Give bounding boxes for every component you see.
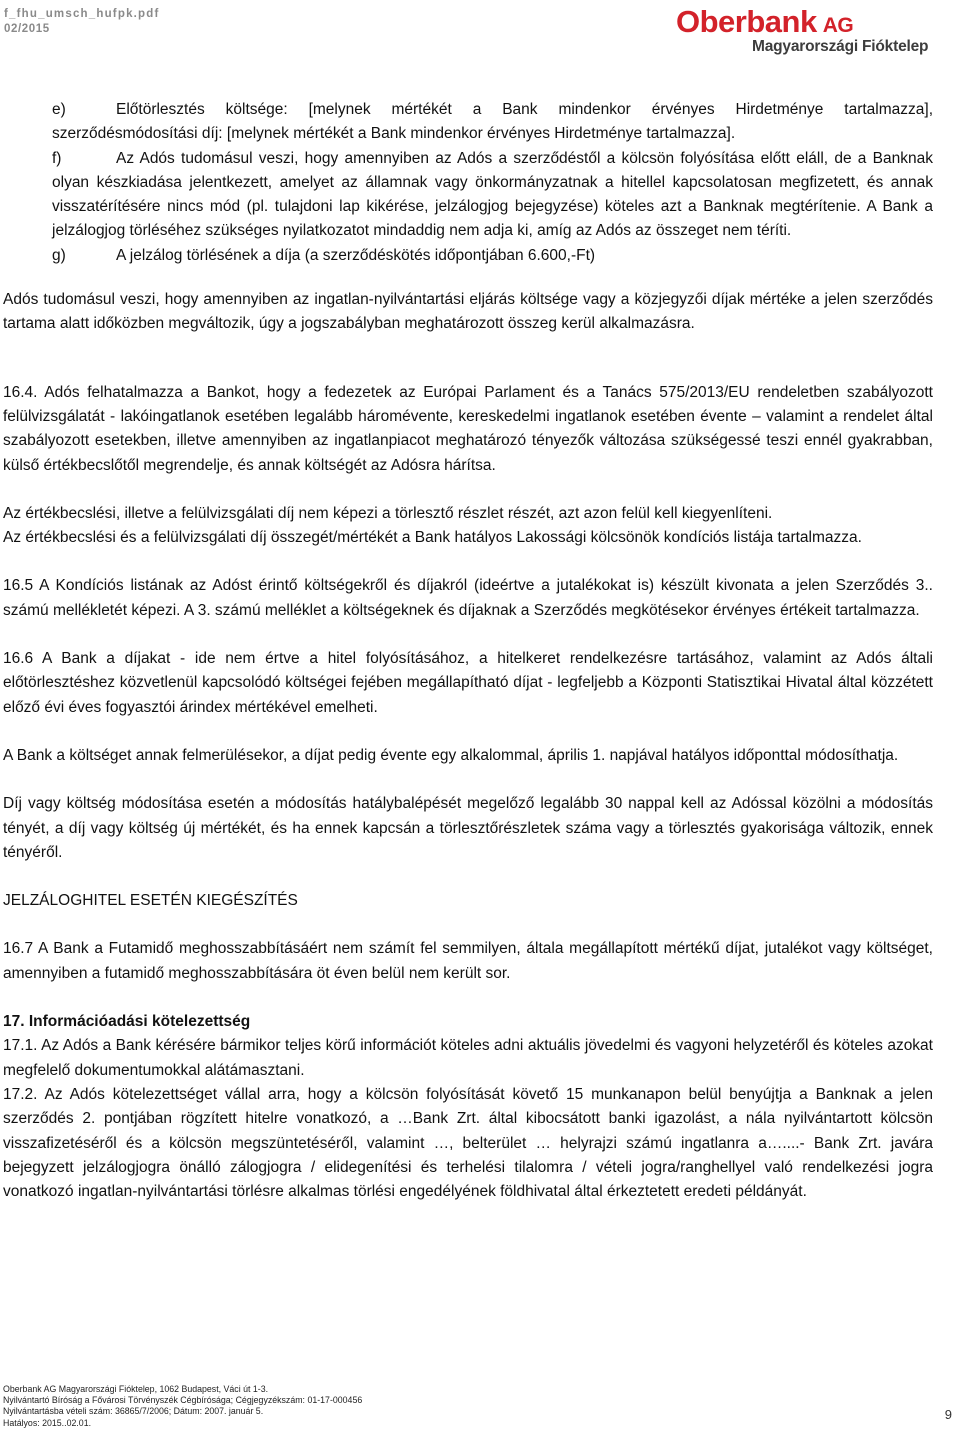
paragraph-16-5: 16.5 A Kondíciós listának az Adóst érintő költségekről és díjakról (ideértve a jutalékokat is) készült kivonata a jelen Szerződés 3.. számú mellékletét képezi. A 3. számú melléklet a költségeknek és díjaknak a Szerződés megkötésekor érvényes értékeit tartalmazza.: [3, 577, 933, 619]
item-g-text: A jelzálog törlésének a díja (a szerződéskötés időpontjában 6.600,-Ft): [116, 246, 596, 264]
logo-subtitle: Magyarországi Fióktelep: [752, 38, 929, 55]
footer-address: Oberbank AG Magyarországi Fióktelep, 1062 Budapest, Váci út 1-3.: [3, 1384, 269, 1394]
item-e: [3, 98, 933, 147]
document-body: [3, 98, 933, 1204]
page-footer: [3, 1384, 362, 1429]
paragraph-ertekbecslesi-1: Az értékbecslési, illetve a felülvizsgálati díj nem képezi a törlesztő részlet részét, azt azon felül kell kiegyenlíteni.: [3, 504, 773, 522]
document-date: 02/2015: [4, 23, 50, 35]
item-g-label: g): [52, 246, 66, 264]
heading-17: 17. Információadási kötelezettség: [3, 1013, 251, 1031]
oberbank-logo: [676, 4, 938, 58]
paragraph-17-2: 17.2. Az Adós kötelezettséget vállal arra, hogy a kölcsön folyósítását követő 15 munkanapon belül benyújtja a Banknak a jelen szerződés 2. pontjában rögzített hitelre vonatkozó, a …Bank Zrt. által kibocsátott banki igazolást, a nála nyilvántartott kölcsön visszafizetéséről és a kölcsön megszüntetéséről, valamint …, belterület … helyrajzi számú ingatlanra a…....- Bank Zrt. javára bejegyzett jelzálogjogra önálló zálogjogra / elidegenítési és terhelési tilalomra / vételi jogra/ranghellyel való rendelkezési jogra vonatkozó ingatlan-nyilvántartási törlésre alkalmas törlési engedélyének földhivatal által érkeztetett eredeti példányát.: [3, 1085, 933, 1201]
document-file-name: f_fhu_umsch_hufpk.pdf: [4, 8, 160, 20]
paragraph-16-7: 16.7 A Bank a Futamidő meghosszabbításáért nem számít fel semmilyen, általa megállapított mértékű díjat, jutalékot vagy költséget, amennyiben a futamidő meghosszabbítására öt éven belül nem került sor.: [3, 940, 933, 982]
paragraph-aprilis: A Bank a költséget annak felmerülésekor, a díjat pedig évente egy alkalommal, április 1. napjával hatályos időponttal módosíthatja.: [3, 746, 899, 764]
footer-registry: Nyilvántartó Bíróság a Fővárosi Törvényszék Cégbírósága; Cégjegyzékszám: 01-17-000456: [3, 1395, 363, 1406]
paragraph-16-4: 16.4. Adós felhatalmazza a Bankot, hogy a fedezetek az Európai Parlament és a Tanács 575/2013/EU rendeletben szabályozott felülvizsgálatát - lakóingatlanok esetében legalább háromévente, kereskedelmi ingatlanok esetében évente – valamint a rendelet által szabályozott esetekben, illetve amennyiben az ingatlanpiacot meghatározó tényezők változása szükségessé teszi ennél gyakrabban, külső értékbecslőtől megrendelje, és annak költségét az Adósra hárítsa.: [3, 383, 933, 474]
item-e-text: Előtörlesztés költsége: [melynek mértékét a Bank mindenkor érvényes Hirdetménye tartalmazza], szerződésmódosítási díj: [melynek mértékét a Bank mindenkor érvényes Hirdetménye tartalmazza].: [52, 101, 933, 143]
item-g: [3, 244, 933, 268]
paragraph-dij-modositas: Díj vagy költség módosítása esetén a módosítás hatálybalépését megelőző legalább 30 nappal kell az Adóssal közölni a módosítás tényét, a díj vagy költség új mértékét, és ha ennek kapcsán a törlesztőrészletek száma vagy a törlesztés gyakorisága változik, ennek tényéről.: [3, 795, 933, 861]
item-f: [3, 147, 933, 244]
heading-jelzaloghitel: JELZÁLOGHITEL ESETÉN KIEGÉSZÍTÉS: [3, 892, 298, 910]
footer-effective-date: Hatályos: 2015..02.01.: [3, 1417, 92, 1428]
item-f-text: Az Adós tudomásul veszi, hogy amennyiben az Adós a szerződéstől a kölcsön folyósítása előtt eláll, de a Banknak olyan készkiadása jelentkezett, amelyet az államnak vagy önkormányzatnak a hitellel kapcsolatosan megfizetett, és annak visszatérítésére nincs mód (pl. tulajdoni lap kikérése, jelzálogjog bejegyzése) köteles azt a Banknak megtérítenie. A Bank a jelzálogjog törléséhez szükséges nyilatkozatot mindaddig nem adja ki, amíg az Adós az összeget nem téríti.: [52, 149, 933, 240]
page-number: 9: [944, 1407, 952, 1422]
logo-brand: [676, 4, 853, 40]
paragraph-ertekbecslesi-2: Az értékbecslési és a felülvizsgálati díj összegét/mértékét a Bank hatályos Lakossági kölcsönök kondíciós listája tartalmazza.: [3, 529, 862, 547]
logo-ag: AG: [822, 14, 854, 37]
item-f-label: f): [52, 149, 62, 167]
logo-brand-name: Oberbank: [676, 4, 817, 39]
footer-registration: Nyilvántartásba vételi szám: 36865/7/2006; Dátum: 2007. január 5.: [3, 1406, 264, 1417]
paragraph-16-6: 16.6 A Bank a díjakat - ide nem értve a hitel folyósításához, a hitelkeret rendelkezésre tartásához, valamint az Adós általi előtörlesztéshez közvetlenül kapcsolódó költségei fejében megállapítható díjat - legfeljebb a Központi Statisztikai Hivatal által közzétett előző évi éves fogyasztói árindex mértékével emelheti.: [3, 650, 933, 716]
paragraph-ingatlan: Adós tudomásul veszi, hogy amennyiben az ingatlan-nyilvántartási eljárás költsége vagy a közjegyzői díjak mértéke a jelen szerződés tartama alatt időközben megváltozik, úgy a jogszabályban meghatározott összeg kerül alkalmazásra.: [3, 291, 933, 333]
paragraph-17-1: 17.1. Az Adós a Bank kérésére bármikor teljes körű információt köteles adni aktuális jövedelmi és vagyoni helyzetéről és köteles azokat megfelelő dokumentumokkal alátámasztani.: [3, 1037, 933, 1079]
item-e-label: e): [52, 101, 66, 118]
